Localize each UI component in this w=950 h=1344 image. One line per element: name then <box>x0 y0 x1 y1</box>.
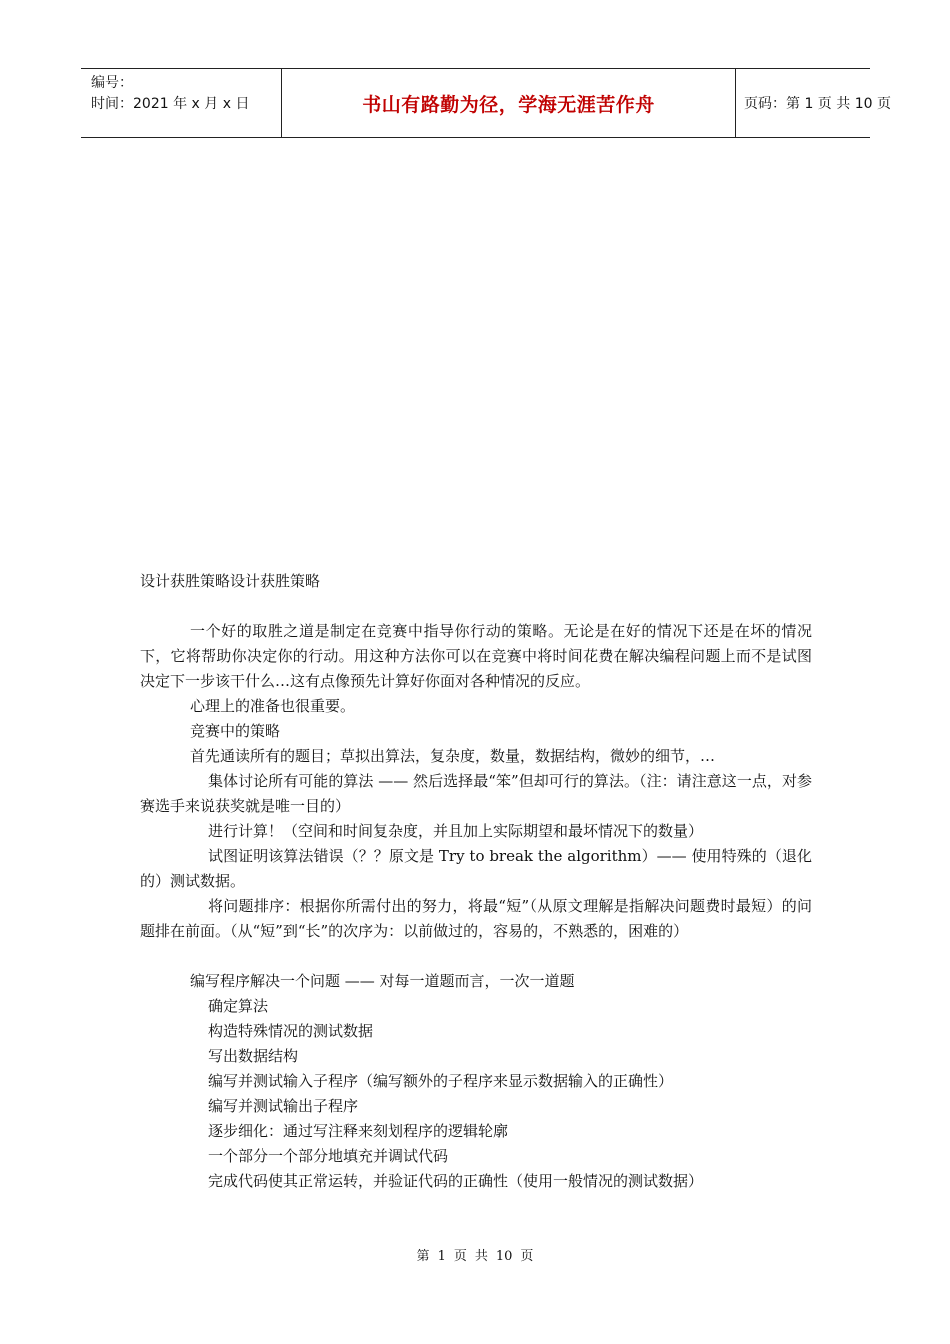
motto-text: 书山有路勤为径，学海无涯苦作舟 <box>362 93 655 116</box>
footer-page-word: 第 <box>416 1249 430 1264</box>
footer-page-unit: 页 <box>453 1249 467 1264</box>
page-footer <box>0 1245 950 1264</box>
footer-total-num: 10 <box>495 1249 513 1264</box>
number-label: 编号： <box>91 75 133 91</box>
intro-paragraph: 一个好的取胜之道是制定在竞赛中指导你行动的策略。无论是在好的情况下还是在坏的情况下，它将帮助你决定你的行动。用这种方法你可以在竞赛中将时间花费在解决编程问题上而不是试图决定下一步该干什么…这有点像预先计算好你面对各种情况的反应。 <box>140 622 812 690</box>
document-body <box>140 569 812 1194</box>
disprove-paragraph: 试图证明该算法错误（？？原文是 Try to break the algorithm）—— 使用特殊的（退化的）测试数据。 <box>140 847 812 890</box>
footer-page-num: 1 <box>437 1249 446 1264</box>
step-item: 确定算法 <box>208 997 269 1015</box>
read-all-paragraph: 首先通读所有的题目；草拟出算法，复杂度，数量，数据结构，微妙的细节，… <box>190 747 716 765</box>
step-item: 写出数据结构 <box>208 1047 299 1065</box>
step-item: 完成代码使其正常运转，并验证代码的正确性（使用一般情况的测试数据） <box>208 1172 704 1190</box>
footer-total-word: 共 <box>474 1249 488 1264</box>
order-paragraph: 将问题排序：根据你所需付出的努力，将最“短”（从原文理解是指解决问题费时最短）的问题排在前面。（从“短”到“长”的次序为：以前做过的，容易的，不熟悉的，困难的） <box>140 897 812 940</box>
step-item: 构造特殊情况的测试数据 <box>208 1022 374 1040</box>
step-item: 逐步细化：通过写注释来刻划程序的逻辑轮廓 <box>208 1122 509 1140</box>
header-page-info <box>736 69 891 137</box>
page-info-text: 页码：第 1 页 共 10 页 <box>744 96 891 112</box>
header-motto-cell <box>281 69 736 137</box>
strategy-heading: 竞赛中的策略 <box>190 722 281 740</box>
coding-heading: 编写程序解决一个问题 —— 对每一道题而言，一次一道题 <box>190 972 575 990</box>
header-meta <box>81 69 281 137</box>
page-header <box>81 68 891 138</box>
step-item: 编写并测试输出子程序 <box>208 1097 359 1115</box>
spacer <box>140 944 812 969</box>
document-title: 设计获胜策略设计获胜策略 <box>140 572 321 590</box>
discuss-paragraph: 集体讨论所有可能的算法 —— 然后选择最“笨”但却可行的算法。（注：请注意这一点，对参赛选手来说获奖就是唯一目的） <box>140 772 812 815</box>
time-label: 时间：2021 年 x 月 x 日 <box>91 96 250 112</box>
calc-paragraph: 进行计算！（空间和时间复杂度，并且加上实际期望和最坏情况下的数量） <box>208 822 704 840</box>
mental-paragraph: 心理上的准备也很重要。 <box>190 697 356 715</box>
step-item: 一个部分一个部分地填充并调试代码 <box>208 1147 449 1165</box>
step-item: 编写并测试输入子程序（编写额外的子程序来显示数据输入的正确性） <box>208 1072 674 1090</box>
footer-total-unit: 页 <box>520 1249 534 1264</box>
